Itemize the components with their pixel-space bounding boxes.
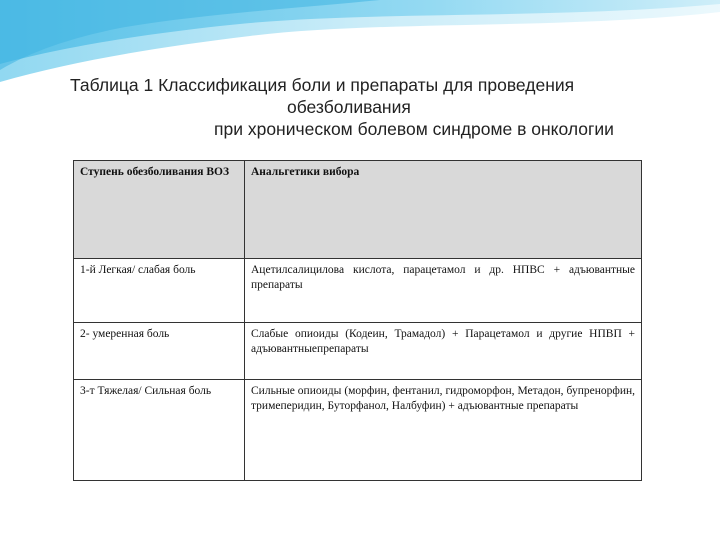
- drugs-cell: Слабые опиоиды (Кодеин, Трамадол) + Парацетамол и другие НПВП + адъювантныепрепараты: [245, 323, 642, 380]
- table-header-row: [74, 161, 642, 259]
- drugs-cell: Ацетилсалициловa кислота, парацетамол и др. НПВС + адъювантные препараты: [245, 259, 642, 323]
- drugs-cell: Сильные опиоиды (морфин, фентанил, гидроморфон, Метадон, бупренорфин, тримеперидин, Буторфанол, Налбуфин) + адъювантные препараты: [245, 380, 642, 481]
- stage-cell: 1-й Легкая/ слабая боль: [74, 259, 245, 323]
- table-row: [74, 323, 642, 380]
- header-stage: Ступень обезболивания ВОЗ: [74, 161, 245, 259]
- header-analgesics: Анальгетики вибора: [245, 161, 642, 259]
- table-row: [74, 380, 642, 481]
- stage-cell: 3-т Тяжелая/ Сильная боль: [74, 380, 245, 481]
- table-row: [74, 259, 642, 323]
- pain-classification-table: [73, 160, 642, 481]
- stage-cell: 2- умеренная боль: [74, 323, 245, 380]
- title-line-2: обезболивания: [287, 97, 411, 117]
- title-line-3: при хроническом болевом синдроме в онкологии: [214, 119, 614, 139]
- slide-title: [60, 74, 700, 140]
- title-line-1: Таблица 1 Классификация боли и препараты для проведения: [70, 75, 575, 95]
